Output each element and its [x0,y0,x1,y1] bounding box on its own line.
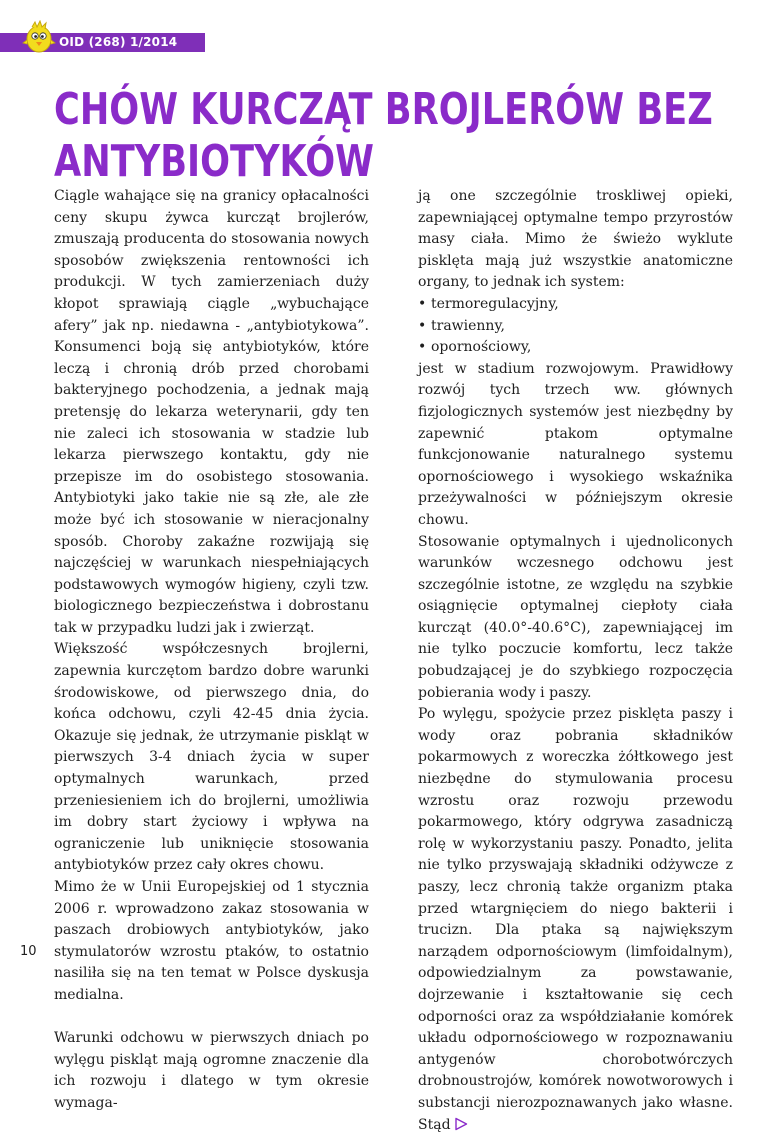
paragraph: jest w stadium rozwojowym. Prawidłowy rozwój tych trzech ww. głównych fizjologicznych systemów jest niezbędny by zapewnić ptakom optymalne funkcjonowanie naturalnego systemu opornościowego i wysokiego wskaźnika przeżywalności w późniejszym okresie chowu. [418,360,733,528]
chick-mascot-icon [22,20,56,56]
title-line-1: CHÓW KURCZĄT BROJLERÓW BEZ [54,84,713,135]
bullet-list [418,294,733,359]
paragraph: Warunki odchowu w pierwszych dniach po wylęgu piskląt mają ogromne znaczenie dla ich rozwoju i dlatego w tym okresie wymaga- [54,1030,369,1111]
paragraph-text: Po wylęgu, spożycie przez pisklęta paszy i wody oraz pobrania składników pokarmowych z woreczka żółtkowego jest niezbędne do stymulowania procesu wzrostu oraz rozwoju przewodu pokarmowego, który odgrywa zasadniczą rolę w wykorzystaniu paszy. Ponadto, jelita nie tylko przyswajają składniki odżywcze z paszy, lecz chronią także organizm ptaka przed wtargnięciem do niego bakterii i trucizn. Dla ptaka są największym narządem odpornościowym (limfoidalnym), odpowiedzialnym za powstawanie, dojrzewanie i kształtowanie się cech odporności oraz za współdziałanie komórek układu odpornościowego w rozpoznawaniu antygenów chorobotwórczych drobnoustrojów, komórek nowotworowych i substancji nierozpoznawanych jako własne. Stąd [418,706,733,1133]
paragraph: Ciągle wahające się na granicy opłacalności ceny skupu żywca kurcząt brojlerów, zmuszają producenta do stosowania nowych sposobów zwiększenia rentowności ich produkcji. W tych zamierzeniach duży kłopot sprawiają ciągle „wybuchające afery” jak np. niedawna - „antybiotykowa”. Konsumenci boją się antybiotyków, które leczą i chronią drób przed chorobami bakteryjnego pochodzenia, a jednak mają pretensję do lekarza weterynarii, gdy ten nie zaleci ich stosowania w stadzie lub lekarza pierwszego kontaktu, gdy nie przepisze im do osobistego stosowania. Antybiotyki jako takie nie są złe, ale złe może być ich stosowanie w nieracjonalny sposób. Choroby zakaźne rozwijają się najczęściej w warunkach niespełniających podstawowych wymogów higieny, czyli tzw. biologicznego bezpieczeństwa i dobrostanu tak w przypadku ludzi jak i zwierząt. [54,188,369,636]
list-item: • opornościowy, [418,337,733,359]
paragraph: Większość współczesnych brojlerni, zapewnia kurczętom bardzo dobre warunki środowiskowe, od pierwszego dnia, do końca odchowu, czyli 42-45 dnia życia. Okazuje się jednak, że utrzymanie piskląt w pierwszych 3-4 dniach życia w super optymalnych warunkach, przed przeniesieniem ich do brojlerni, umożliwia im dobry start życiowy i wpływa na ograniczenie lub uniknięcie stosowania antybiotyków przez cały okres chowu. [54,641,369,874]
left-column [54,186,369,1115]
continue-arrow-icon [454,1117,468,1131]
article-title [54,84,713,188]
title-line-2: ANTYBIOTYKÓW [54,136,374,187]
paragraph: ją one szczególnie troskliwej opieki, zapewniającej optymalne tempo przyrostów masy ciała. Mimo że świeżo wyklute pisklęta mają już wszystkie anatomiczne organy, to jednak ich system: [418,188,733,291]
list-item: • termoregulacyjny, [418,294,733,316]
paragraph: Mimo że w Unii Europejskiej od 1 stycznia 2006 r. wprowadzono zakaz stosowania w paszach drobiowych antybiotyków, jako stymulatorów wzrostu ptaków, to ostatnio nasiliła się na ten temat w Polsce dyskusja medialna. [54,879,369,1003]
paragraph-spacer [54,1007,369,1029]
issue-label: OID (268) 1/2014 [59,35,178,49]
paragraph [418,704,733,1136]
list-item: • trawienny, [418,316,733,338]
page-number: 10 [20,944,37,959]
paragraph: Stosowanie optymalnych i ujednoliconych warunków wczesnego odchowu jest szczególnie istotne, ze względu na szybkie osiągnięcie optymalnej ciepłoty ciała kurcząt (40.0°-40.6°C), zapewniającej im nie tylko poczucie komfortu, lecz także pobudzającej je do szybkiego rozpoczęcia pobierania wody i paszy. [418,533,733,701]
